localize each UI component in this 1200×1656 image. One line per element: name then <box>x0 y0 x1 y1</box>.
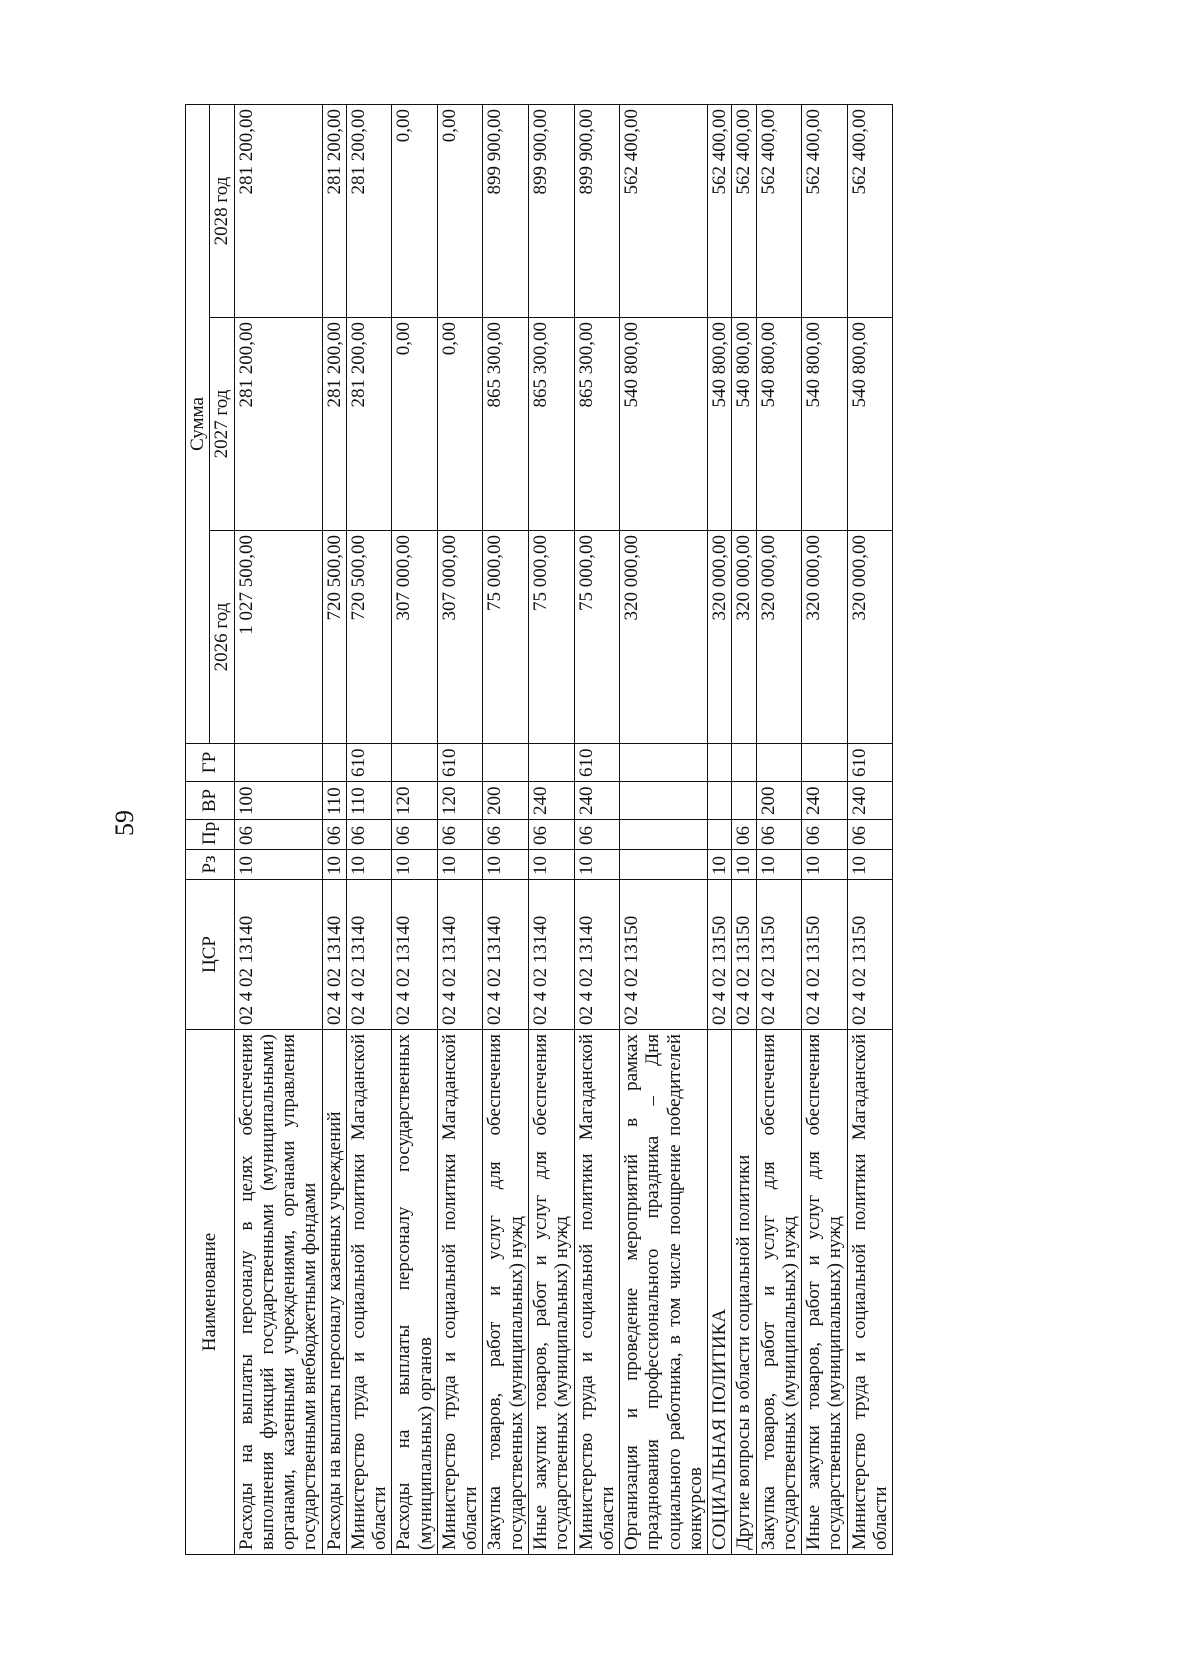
table-row <box>483 105 529 1555</box>
row-amount-2026: 75 000,00 <box>483 531 529 744</box>
row-amount-2026: 75 000,00 <box>574 531 620 744</box>
row-amount-2028: 562 400,00 <box>620 105 708 318</box>
table-body <box>234 105 893 1555</box>
row-vr: 120 <box>392 782 438 820</box>
row-gr <box>708 744 732 782</box>
row-gr <box>620 744 708 782</box>
row-csr: 02 4 02 13140 <box>528 880 574 1030</box>
row-amount-2027: 281 200,00 <box>322 318 346 531</box>
row-csr: 02 4 02 13150 <box>756 880 802 1030</box>
row-vr <box>732 782 756 820</box>
row-csr: 02 4 02 13140 <box>483 880 529 1030</box>
row-vr: 200 <box>756 782 802 820</box>
row-csr: 02 4 02 13140 <box>322 880 346 1030</box>
row-pr: 06 <box>756 820 802 850</box>
table-row <box>574 105 620 1555</box>
row-amount-2026: 320 000,00 <box>847 531 893 744</box>
row-rz: 10 <box>802 850 848 880</box>
budget-table <box>185 104 893 1555</box>
row-vr: 240 <box>528 782 574 820</box>
row-name: Иные закупки товаров, работ и услуг для обеспечения государственных (муниципальных) нужд <box>802 1030 848 1555</box>
row-amount-2027: 540 800,00 <box>732 318 756 531</box>
row-amount-2027: 281 200,00 <box>234 318 322 531</box>
row-amount-2026: 307 000,00 <box>392 531 438 744</box>
row-vr: 110 <box>346 782 392 820</box>
row-amount-2027: 865 300,00 <box>528 318 574 531</box>
row-gr <box>732 744 756 782</box>
row-name: Министерство труда и социальной политики Магаданской области <box>847 1030 893 1555</box>
row-amount-2027: 0,00 <box>437 318 483 531</box>
row-amount-2028: 281 200,00 <box>234 105 322 318</box>
row-name: Расходы на выплаты персоналу казенных учреждений <box>322 1030 346 1555</box>
row-name: Закупка товаров, работ и услуг для обеспечения государственных (муниципальных) нужд <box>483 1030 529 1555</box>
row-name: СОЦИАЛЬНАЯ ПОЛИТИКА <box>708 1030 732 1555</box>
row-name: Министерство труда и социальной политики Магаданской области <box>574 1030 620 1555</box>
row-pr: 06 <box>322 820 346 850</box>
row-pr: 06 <box>802 820 848 850</box>
row-gr <box>528 744 574 782</box>
row-gr: 610 <box>437 744 483 782</box>
row-rz <box>620 850 708 880</box>
row-csr: 02 4 02 13150 <box>732 880 756 1030</box>
row-amount-2028: 281 200,00 <box>346 105 392 318</box>
row-vr: 240 <box>847 782 893 820</box>
row-amount-2026: 320 000,00 <box>708 531 732 744</box>
table-row <box>756 105 802 1555</box>
table-row <box>528 105 574 1555</box>
row-vr: 110 <box>322 782 346 820</box>
row-pr: 06 <box>234 820 322 850</box>
row-name: Закупка товаров, работ и услуг для обеспечения государственных (муниципальных) нужд <box>756 1030 802 1555</box>
row-gr: 610 <box>847 744 893 782</box>
row-name: Министерство труда и социальной политики Магаданской области <box>346 1030 392 1555</box>
row-amount-2027: 0,00 <box>392 318 438 531</box>
table-row <box>620 105 708 1555</box>
table-row <box>322 105 346 1555</box>
row-pr: 06 <box>483 820 529 850</box>
row-amount-2028: 281 200,00 <box>322 105 346 318</box>
row-name: Другие вопросы в области социальной политики <box>732 1030 756 1555</box>
row-rz: 10 <box>322 850 346 880</box>
row-gr <box>802 744 848 782</box>
row-rz: 10 <box>346 850 392 880</box>
row-rz: 10 <box>483 850 529 880</box>
row-name: Иные закупки товаров, работ и услуг для обеспечения государственных (муниципальных) нужд <box>528 1030 574 1555</box>
table-row <box>234 105 322 1555</box>
row-amount-2026: 320 000,00 <box>756 531 802 744</box>
row-rz: 10 <box>392 850 438 880</box>
header-year-2028: 2028 год <box>210 105 234 318</box>
row-gr: 610 <box>346 744 392 782</box>
row-amount-2028: 899 900,00 <box>574 105 620 318</box>
row-rz: 10 <box>708 850 732 880</box>
row-rz: 10 <box>732 850 756 880</box>
row-amount-2027: 281 200,00 <box>346 318 392 531</box>
row-amount-2028: 562 400,00 <box>756 105 802 318</box>
row-gr <box>756 744 802 782</box>
row-csr: 02 4 02 13140 <box>437 880 483 1030</box>
row-csr: 02 4 02 13150 <box>802 880 848 1030</box>
row-amount-2026: 720 500,00 <box>346 531 392 744</box>
header-gr: ГР <box>186 744 235 782</box>
row-amount-2026: 307 000,00 <box>437 531 483 744</box>
row-csr: 02 4 02 13150 <box>847 880 893 1030</box>
row-vr: 120 <box>437 782 483 820</box>
row-name: Организация и проведение мероприятий в рамках празднования профессионального праздника – Дня социального работника, в том числе поощрение победителей конкурсов <box>620 1030 708 1555</box>
row-csr: 02 4 02 13140 <box>346 880 392 1030</box>
row-name: Министерство труда и социальной политики Магаданской области <box>437 1030 483 1555</box>
row-amount-2028: 562 400,00 <box>708 105 732 318</box>
row-gr: 610 <box>574 744 620 782</box>
row-gr <box>234 744 322 782</box>
row-csr: 02 4 02 13150 <box>620 880 708 1030</box>
header-csr: ЦСР <box>186 880 235 1030</box>
row-rz: 10 <box>234 850 322 880</box>
table-header <box>186 105 235 1555</box>
table-row <box>802 105 848 1555</box>
row-amount-2028: 0,00 <box>437 105 483 318</box>
row-rz: 10 <box>847 850 893 880</box>
header-name: Наименование <box>186 1030 235 1555</box>
row-amount-2028: 562 400,00 <box>802 105 848 318</box>
row-amount-2028: 899 900,00 <box>483 105 529 318</box>
row-pr: 06 <box>732 820 756 850</box>
row-pr: 06 <box>847 820 893 850</box>
row-name: Расходы на выплаты персоналу государственных (муниципальных) органов <box>392 1030 438 1555</box>
row-gr <box>322 744 346 782</box>
row-amount-2028: 562 400,00 <box>847 105 893 318</box>
row-gr <box>483 744 529 782</box>
row-pr: 06 <box>574 820 620 850</box>
table-row <box>847 105 893 1555</box>
row-rz: 10 <box>437 850 483 880</box>
row-amount-2027: 865 300,00 <box>483 318 529 531</box>
row-amount-2026: 720 500,00 <box>322 531 346 744</box>
table-row <box>708 105 732 1555</box>
row-vr: 240 <box>802 782 848 820</box>
row-pr <box>620 820 708 850</box>
row-pr: 06 <box>392 820 438 850</box>
row-csr: 02 4 02 13140 <box>234 880 322 1030</box>
header-vr: ВР <box>186 782 235 820</box>
table-row <box>346 105 392 1555</box>
header-pr: Пр <box>186 820 235 850</box>
row-pr: 06 <box>346 820 392 850</box>
row-pr: 06 <box>437 820 483 850</box>
row-vr: 240 <box>574 782 620 820</box>
header-year-2027: 2027 год <box>210 318 234 531</box>
row-csr: 02 4 02 13140 <box>392 880 438 1030</box>
row-amount-2027: 540 800,00 <box>620 318 708 531</box>
header-rz: Рз <box>186 850 235 880</box>
row-pr: 06 <box>528 820 574 850</box>
rotated-page-content <box>185 105 1065 1555</box>
row-rz: 10 <box>574 850 620 880</box>
row-pr <box>708 820 732 850</box>
row-csr: 02 4 02 13140 <box>574 880 620 1030</box>
row-amount-2026: 320 000,00 <box>620 531 708 744</box>
row-amount-2028: 562 400,00 <box>732 105 756 318</box>
page-number: 59 <box>110 810 139 836</box>
row-vr: 100 <box>234 782 322 820</box>
row-amount-2028: 899 900,00 <box>528 105 574 318</box>
row-amount-2026: 320 000,00 <box>732 531 756 744</box>
row-vr: 200 <box>483 782 529 820</box>
row-amount-2027: 540 800,00 <box>708 318 732 531</box>
row-csr: 02 4 02 13150 <box>708 880 732 1030</box>
row-amount-2027: 865 300,00 <box>574 318 620 531</box>
row-rz: 10 <box>756 850 802 880</box>
row-amount-2028: 0,00 <box>392 105 438 318</box>
row-amount-2027: 540 800,00 <box>802 318 848 531</box>
row-amount-2026: 320 000,00 <box>802 531 848 744</box>
row-name: Расходы на выплаты персоналу в целях обеспечения выполнения функций государственными (муниципальными) органами, казенными учреждениями, органами управления государственными внебюджетными фондами <box>234 1030 322 1555</box>
row-amount-2027: 540 800,00 <box>756 318 802 531</box>
table-row <box>392 105 438 1555</box>
row-vr <box>708 782 732 820</box>
table-row <box>437 105 483 1555</box>
row-amount-2027: 540 800,00 <box>847 318 893 531</box>
row-amount-2026: 1 027 500,00 <box>234 531 322 744</box>
row-rz: 10 <box>528 850 574 880</box>
row-vr <box>620 782 708 820</box>
table-row <box>732 105 756 1555</box>
row-amount-2026: 75 000,00 <box>528 531 574 744</box>
header-year-2026: 2026 год <box>210 531 234 744</box>
row-gr <box>392 744 438 782</box>
header-sum: Сумма <box>186 105 210 744</box>
